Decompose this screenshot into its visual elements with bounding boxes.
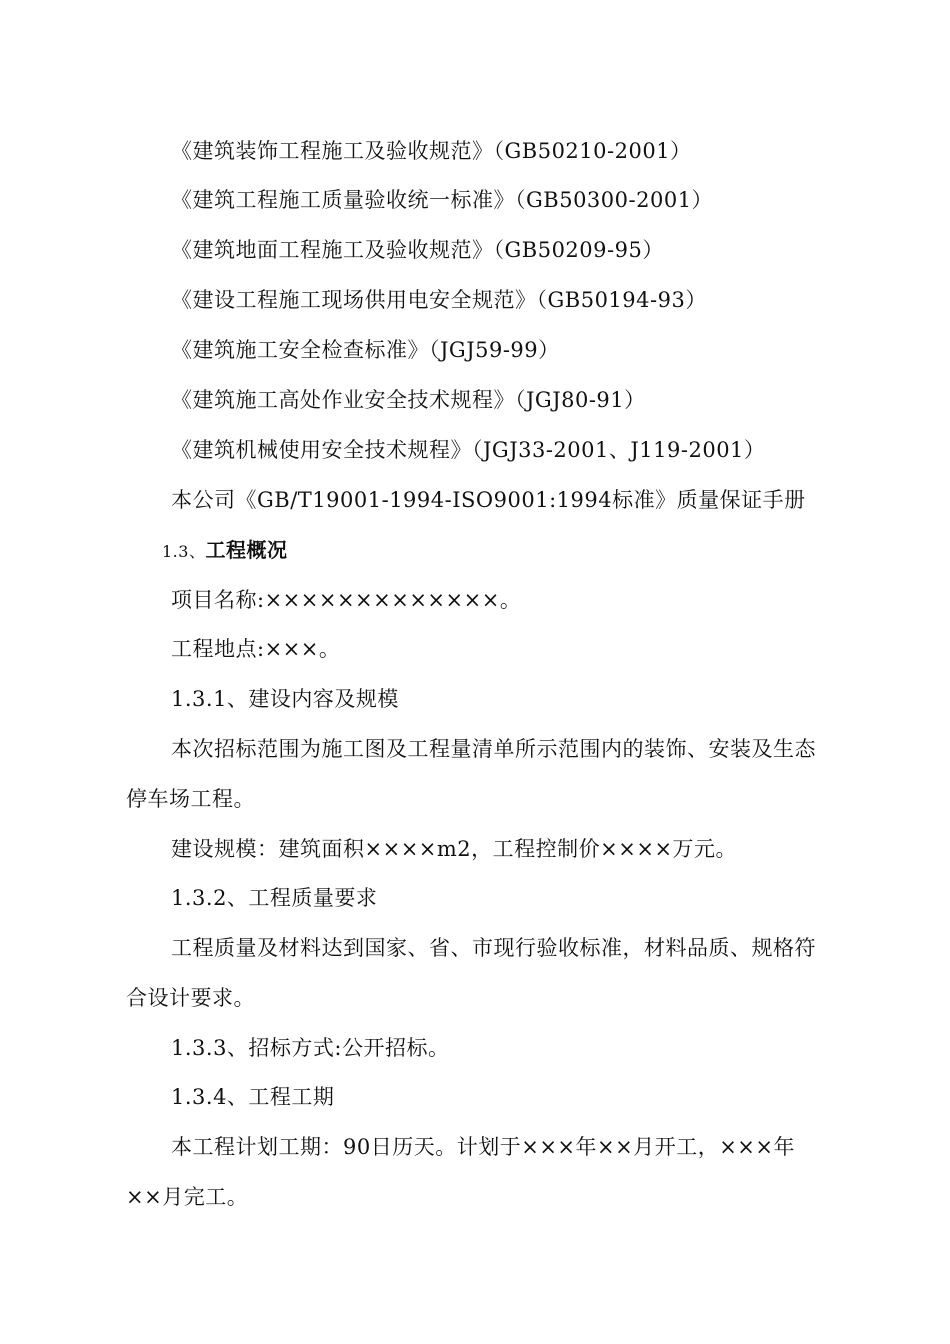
- section-number: 1.3、: [162, 542, 206, 561]
- construction-scale: 建设规模：建筑面积××××m2，工程控制价××××万元。: [171, 837, 738, 861]
- subsection-title-1-3-1: 1.3.1、建设内容及规模: [171, 687, 399, 711]
- subsection-1-3-3: 1.3.3、招标方式:公开招标。: [171, 1036, 450, 1060]
- paragraph-line: 停车场工程。: [126, 787, 255, 811]
- standard-item: 《建设工程施工现场供用电安全规范》（GB50194-93）: [171, 288, 707, 312]
- subsection-title-1-3-2: 1.3.2、工程质量要求: [171, 886, 378, 910]
- standard-item: 《建筑施工高处作业安全技术规程》（JGJ80-91）: [171, 388, 646, 412]
- project-name: 项目名称:×××××××××××××。: [171, 588, 522, 612]
- standard-item: 《建筑施工安全检查标准》（JGJ59-99）: [171, 338, 560, 362]
- paragraph-line: 本工程计划工期：90日历天。计划于×××年××月开工，×××年: [171, 1135, 795, 1159]
- standard-item: 《建筑工程施工质量验收统一标准》（GB50300-2001）: [171, 188, 714, 212]
- subsection-title-1-3-4: 1.3.4、工程工期: [171, 1085, 335, 1109]
- paragraph-line: 本次招标范围为施工图及工程量清单所示范围内的装饰、安装及生态: [171, 737, 816, 761]
- standard-item: 《建筑地面工程施工及验收规范》（GB50209-95）: [171, 238, 664, 262]
- paragraph-line: 工程质量及材料达到国家、省、市现行验收标准，材料品质、规格符: [171, 936, 816, 960]
- project-location: 工程地点:×××。: [171, 637, 341, 661]
- standard-item: 《建筑机械使用安全技术规程》（JGJ33-2001、J119-2001）: [171, 438, 766, 462]
- paragraph-line: 合设计要求。: [126, 986, 255, 1010]
- paragraph-line: ××月完工。: [126, 1185, 249, 1209]
- section-title: 工程概况: [205, 538, 288, 562]
- standard-item: 《建筑装饰工程施工及验收规范》（GB50210-2001）: [171, 139, 692, 163]
- quality-manual-line: 本公司《GB/T19001-1994-ISO9001:1994标准》质量保证手册: [171, 488, 806, 512]
- section-heading-1-3: [162, 535, 287, 567]
